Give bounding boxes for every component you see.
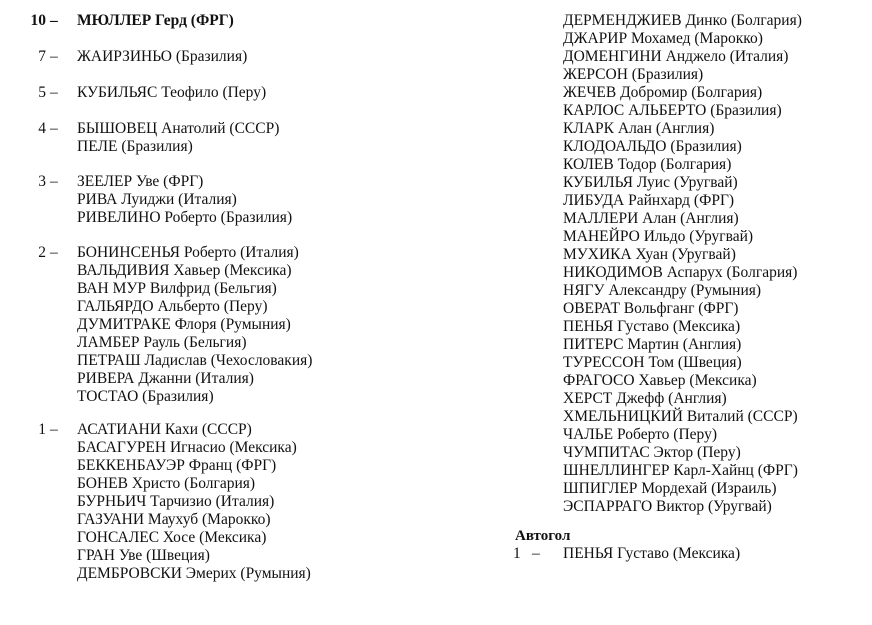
player-name: ХМЕЛЬНИЦКИЙ Виталий (СССР): [563, 408, 798, 425]
player-name: ДУМИТРАКЕ Флоря (Румыния): [77, 316, 291, 333]
dash: –: [50, 244, 58, 261]
player-name: ФРАГОСО Хавьер (Мексика): [563, 372, 757, 389]
scorer-group-4: [0, 120, 500, 156]
player-name: ГАЛЬЯРДО Альберто (Перу): [77, 298, 268, 315]
list-item: [513, 120, 872, 138]
player-name: ПИТЕРС Мартин (Англия): [563, 336, 742, 353]
list-item: [513, 210, 872, 228]
list-item: [0, 511, 500, 529]
goal-count: 7: [38, 48, 46, 65]
dash: –: [50, 12, 58, 29]
list-item: [513, 102, 872, 120]
list-item: [0, 173, 500, 191]
player-name: ЖЕРСОН (Бразилия): [563, 66, 704, 83]
player-name: ВАЛЬДИВИЯ Хавьер (Мексика): [77, 262, 292, 279]
player-name: ЛИБУДА Райнхард (ФРГ): [563, 192, 735, 209]
list-item: [0, 191, 500, 209]
player-name: КОЛЕВ Тодор (Болгария): [563, 156, 732, 173]
dash: –: [50, 48, 58, 65]
list-item: [0, 388, 500, 406]
list-item: [513, 408, 872, 426]
own-goal-item: [513, 545, 872, 563]
list-item: [0, 547, 500, 565]
list-item: [513, 462, 872, 480]
list-item: [513, 372, 872, 390]
player-name: КАРЛОС АЛЬБЕРТО (Бразилия): [563, 102, 782, 119]
list-item: [513, 390, 872, 408]
scorer-group-7: [0, 48, 500, 66]
list-item: [513, 336, 872, 354]
player-name: КЛОДОАЛЬДО (Бразилия): [563, 138, 742, 155]
list-item: [0, 209, 500, 227]
player-name: БОНИНСЕНЬЯ Роберто (Италия): [77, 244, 299, 261]
goal-count: 1: [513, 545, 521, 562]
player-name: ХЕРСТ Джефф (Англия): [563, 390, 727, 407]
list-item: [0, 316, 500, 334]
scorer-group-3: [0, 173, 500, 227]
player-name: ПЕЛЕ (Бразилия): [77, 138, 193, 155]
list-item: [0, 84, 500, 102]
player-name: РИВЕЛИНО Роберто (Бразилия): [77, 209, 293, 226]
player-name: ТОСТАО (Бразилия): [77, 388, 214, 405]
list-item: [0, 48, 500, 66]
dash: –: [532, 545, 540, 562]
player-name: ШПИГЛЕР Мордехай (Израиль): [563, 480, 777, 497]
player-name: МУХИКА Хуан (Уругвай): [563, 246, 736, 263]
player-name: БЫШОВЕЦ Анатолий (СССР): [77, 120, 280, 137]
player-name: ЗЕЕЛЕР Уве (ФРГ): [77, 173, 204, 190]
player-name: ПЕНЬЯ Густаво (Мексика): [563, 318, 741, 335]
list-item: [513, 498, 872, 516]
player-name: ГАЗУАНИ Маухуб (Марокко): [77, 511, 271, 528]
player-name: КЛАРК Алан (Англия): [563, 120, 715, 137]
list-item: [0, 334, 500, 352]
player-name: ДЕРМЕНДЖИЕВ Динко (Болгария): [563, 12, 802, 29]
player-name: РИВЕРА Джанни (Италия): [77, 370, 254, 387]
player-name: ЭСПАРРАГО Виктор (Уругвай): [563, 498, 772, 515]
scorer-group-10: [0, 12, 500, 30]
list-item: [0, 244, 500, 262]
player-name: КУБИЛЬЯ Луис (Уругвай): [563, 174, 738, 191]
list-item: [513, 426, 872, 444]
player-name: БОНЕВ Христо (Болгария): [77, 475, 256, 492]
dash: –: [50, 421, 58, 438]
list-item: [513, 318, 872, 336]
list-item: [513, 300, 872, 318]
dash: –: [50, 120, 58, 137]
player-name: ЖАИРЗИНЬО (Бразилия): [77, 48, 248, 65]
player-name: КУБИЛЬЯС Теофило (Перу): [77, 84, 267, 101]
goal-count: 4: [38, 120, 46, 137]
list-item: [0, 12, 500, 30]
player-name: ДЕМБРОВСКИ Эмерих (Румыния): [77, 565, 311, 582]
player-name: ЧАЛЬЕ Роберто (Перу): [563, 426, 718, 443]
player-name: АСАТИАНИ Кахи (СССР): [77, 421, 252, 438]
scorer-group-5: [0, 84, 500, 102]
goal-count: 5: [38, 84, 46, 101]
list-item: [513, 228, 872, 246]
list-item: [0, 138, 500, 156]
scorer-group-1: [0, 421, 500, 583]
list-item: [513, 30, 872, 48]
player-name: ПЕТРАШ Ладислав (Чехословакия): [77, 352, 313, 369]
list-item: [513, 156, 872, 174]
player-name: БАСАГУРЕН Игнасио (Мексика): [77, 439, 297, 456]
list-item: [513, 192, 872, 210]
list-item: [513, 12, 872, 30]
list-item: [0, 262, 500, 280]
dash: –: [50, 84, 58, 101]
player-name: ГРАН Уве (Швеция): [77, 547, 210, 564]
player-name: ДОМЕНГИНИ Анджело (Италия): [563, 48, 789, 65]
player-name: ВАН МУР Вилфрид (Бельгия): [77, 280, 277, 297]
list-item: [0, 421, 500, 439]
player-name: ПЕНЬЯ Густаво (Мексика): [563, 545, 741, 562]
list-item: [0, 565, 500, 583]
own-goal-heading: Автогол: [515, 528, 571, 544]
player-name: БЕККЕНБАУЭР Франц (ФРГ): [77, 457, 277, 474]
player-name: ЖЕЧЕВ Добромир (Болгария): [563, 84, 763, 101]
player-name: МАЛЛЕРИ Алан (Англия): [563, 210, 739, 227]
player-name: ДЖАРИР Мохамед (Марокко): [563, 30, 763, 47]
player-name: РИВА Луиджи (Италия): [77, 191, 237, 208]
list-item: [0, 475, 500, 493]
list-item: [0, 370, 500, 388]
list-item: [513, 48, 872, 66]
list-item: [513, 138, 872, 156]
list-item: [0, 280, 500, 298]
list-item: [513, 174, 872, 192]
player-name: ЧУМПИТАС Эктор (Перу): [563, 444, 741, 461]
player-name: БУРНЬИЧ Тарчизио (Италия): [77, 493, 275, 510]
scorer-group-1-continued: [513, 12, 872, 516]
list-item: [0, 529, 500, 547]
list-item: [513, 264, 872, 282]
list-item: [513, 354, 872, 372]
player-name: НЯГУ Александру (Румыния): [563, 282, 762, 299]
player-name: ТУРЕССОН Том (Швеция): [563, 354, 742, 371]
list-item: [513, 480, 872, 498]
list-item: [513, 246, 872, 264]
list-item: [513, 84, 872, 102]
goal-count: 10: [30, 12, 46, 29]
player-name: ЛАМБЕР Рауль (Бельгия): [77, 334, 247, 351]
list-item: [0, 298, 500, 316]
scorer-group-2: [0, 244, 500, 406]
player-name: МЮЛЛЕР Герд (ФРГ): [77, 12, 234, 29]
player-name: ШНЕЛЛИНГЕР Карл-Хайнц (ФРГ): [563, 462, 798, 479]
player-name: МАНЕЙРО Ильдо (Уругвай): [563, 228, 754, 245]
goal-count: 2: [38, 244, 46, 261]
player-name: ОВЕРАТ Вольфганг (ФРГ): [563, 300, 739, 317]
player-name: ГОНСАЛЕС Хосе (Мексика): [77, 529, 267, 546]
list-item: [0, 439, 500, 457]
list-item: [0, 493, 500, 511]
goal-count: 1: [38, 421, 46, 438]
list-item: [0, 120, 500, 138]
list-item: [513, 282, 872, 300]
list-item: [513, 66, 872, 84]
player-name: НИКОДИМОВ Аспарух (Болгария): [563, 264, 798, 281]
list-item: [0, 457, 500, 475]
list-item: [513, 444, 872, 462]
goal-count: 3: [38, 173, 46, 190]
list-item: [0, 352, 500, 370]
dash: –: [50, 173, 58, 190]
